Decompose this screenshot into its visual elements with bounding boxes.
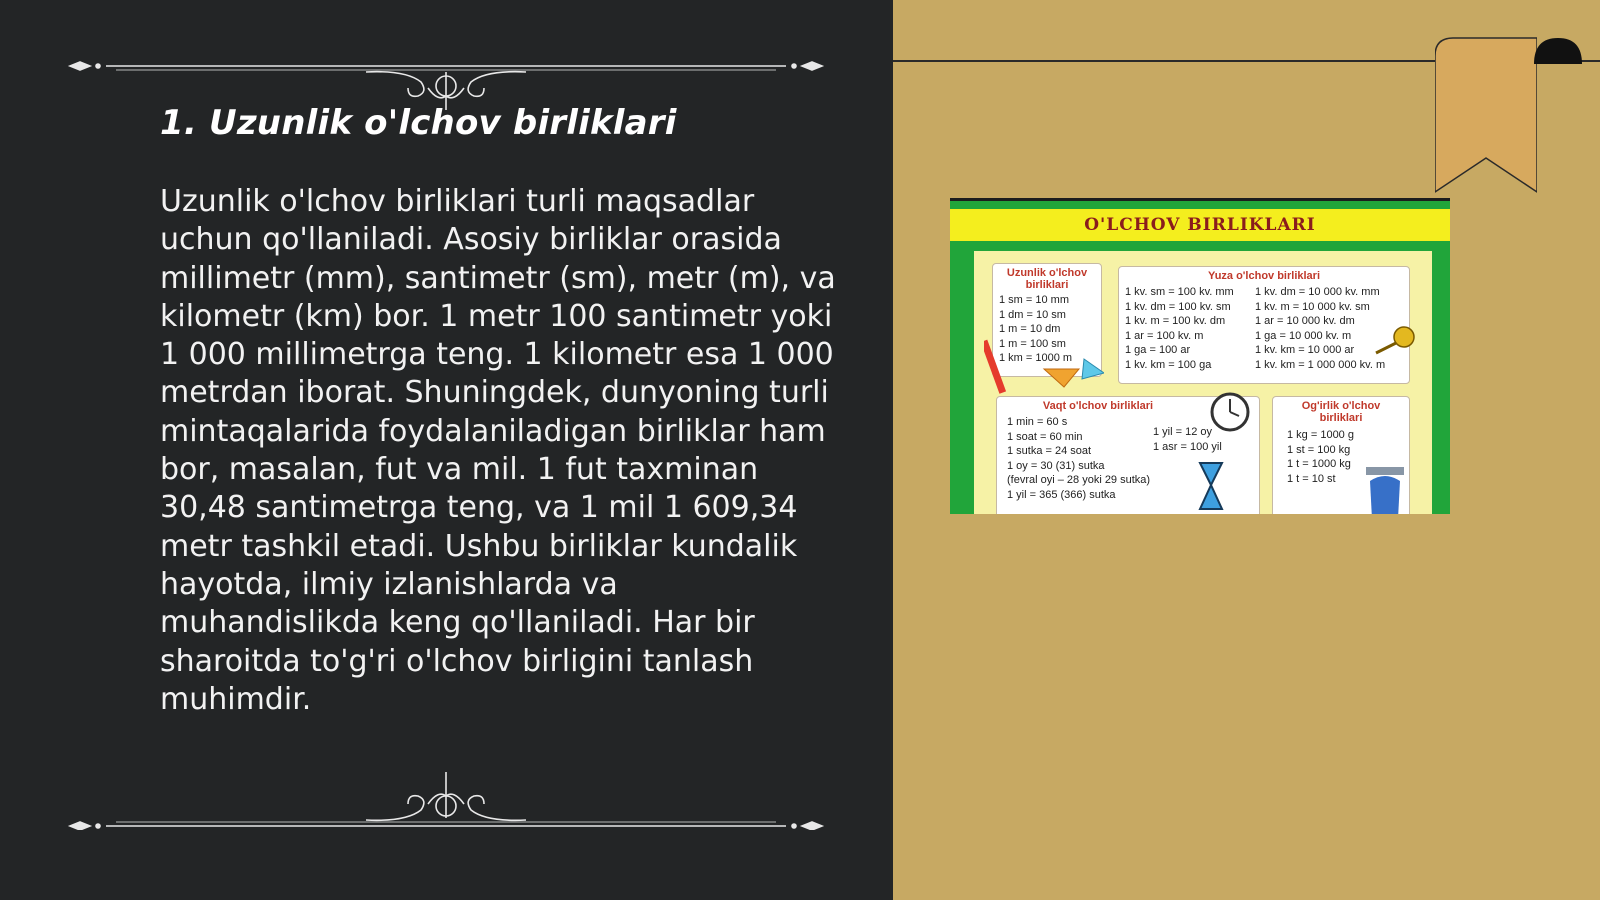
area-line: 1 ga = 10 000 kv. m [1255, 329, 1352, 342]
area-line: 1 kv. km = 10 000 ar [1255, 344, 1355, 356]
poster-board [974, 251, 1432, 514]
time-line: 1 sutka = 24 soat [1007, 445, 1092, 457]
area-units-box [1118, 266, 1410, 384]
area-units-title: Yuza o'lchov birliklari [1207, 270, 1321, 282]
area-line: 1 ga = 100 ar [1125, 344, 1191, 356]
area-line: 1 kv. m = 100 kv. dm [1125, 315, 1226, 327]
tape-measure-icon [1374, 323, 1418, 359]
area-line: 1 kv. m = 10 000 kv. sm [1255, 300, 1370, 313]
time-line: 1 min = 60 s [1007, 416, 1068, 428]
scale-icon [1362, 461, 1408, 514]
length-line: 1 dm = 10 sm [999, 308, 1066, 321]
weight-units-title: Og'irlik o'lchov birliklari [1301, 400, 1381, 424]
weight-line: 1 st = 100 kg [1287, 443, 1351, 456]
slide-body-text: Uzunlik o'lchov birliklari turli maqsadlar uchun qo'llaniladi. Asosiy birliklar orasida millimetr (mm), santimetr (sm), metr (m), va kilometr (km) bor. 1 metr 100 santimetr yoki 1 000 millimetrga teng. 1 kilometr esa 1 000 metrdan iborat. Shuningdek, dunyoning turli mintaqalarida foydalaniladigan birliklar ham bor, masalan, fut va mil. 1 fut taxminan 30,48 santimetrga teng, va 1 mil 1 609,34 metr tashkil etadi. Ushbu birliklar kundalik hayotda, ilmiy izlanishlarda va muhandislikda keng qo'llaniladi. Har bir sharoitda to'g'ri o'lchov birligini tanlash muhimdir. [160, 184, 836, 717]
area-line: 1 ar = 10 000 kv. dm [1255, 315, 1355, 327]
time-line: 1 soat = 60 min [1007, 430, 1083, 443]
time-line: 1 yil = 12 oy [1153, 426, 1213, 438]
weight-line: 1 kg = 1000 g [1287, 429, 1354, 441]
length-line: 1 m = 10 dm [999, 323, 1061, 335]
slide-title: 1. Uzunlik o'lchov birliklari [160, 103, 677, 143]
bookmark-ribbon [1435, 36, 1537, 198]
length-units-title: Uzunlik o'lchov birliklari [1006, 267, 1088, 291]
poster-header: O'LCHOV BIRLIKLARI [950, 209, 1450, 241]
bookmark-fold [1532, 36, 1588, 66]
time-line: (fevral oyi – 28 yoki 29 sutka) [1007, 474, 1151, 486]
units-poster-image [950, 198, 1450, 514]
ruler-tools-icon [984, 339, 1104, 399]
clock-icon [1206, 391, 1254, 433]
area-line: 1 kv. km = 1 000 000 kv. m [1255, 358, 1386, 371]
area-line: 1 ar = 100 kv. m [1125, 329, 1204, 342]
weight-line: 1 t = 10 st [1287, 472, 1336, 485]
length-line: 1 sm = 10 mm [999, 294, 1069, 306]
area-line: 1 kv. dm = 100 kv. sm [1125, 300, 1231, 313]
time-line: 1 oy = 30 (31) sutka [1007, 459, 1105, 472]
weight-line: 1 t = 1000 kg [1287, 458, 1351, 470]
time-line: 1 yil = 365 (366) sutka [1007, 488, 1116, 501]
time-units-title: Vaqt o'lchov birliklari [1042, 400, 1154, 412]
area-line: 1 kv. dm = 10 000 kv. mm [1255, 286, 1380, 298]
time-line: 1 asr = 100 yil [1153, 440, 1222, 453]
length-line: 1 km = 1000 m [999, 352, 1073, 364]
hourglass-icon [1196, 461, 1226, 511]
bottom-ornament-divider [66, 770, 826, 830]
length-line: 1 m = 100 sm [999, 337, 1066, 350]
area-line: 1 kv. km = 100 ga [1125, 358, 1212, 371]
area-line: 1 kv. sm = 100 kv. mm [1125, 286, 1234, 298]
